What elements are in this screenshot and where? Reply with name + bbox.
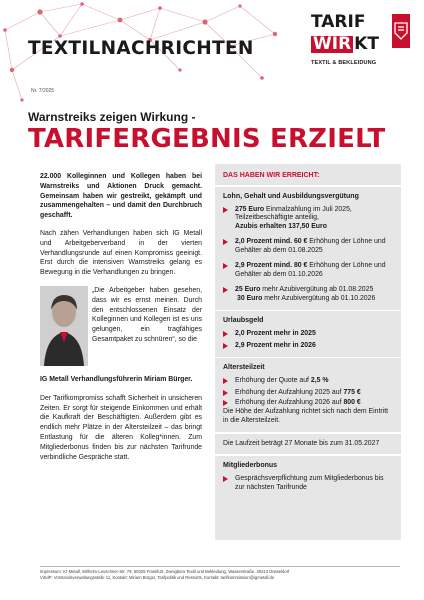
holiday-item-2026: 2,9 Prozent mehr in 2026 xyxy=(235,342,395,351)
arrow-icon xyxy=(223,207,228,213)
holiday-item-2025: 2,0 Prozent mehr in 2025 xyxy=(235,330,395,339)
arrow-icon xyxy=(223,331,228,337)
quote-source: IG Metall Verhandlungsführerin Miriam Bürger. xyxy=(40,375,193,383)
part-time-2026: Erhöhung der Aufzahlung 2026 auf 800 € xyxy=(235,399,395,408)
arrow-icon xyxy=(223,343,228,349)
article-headline: TARIFERGEBNIS ERZIELT xyxy=(28,124,386,154)
logo-subline: TEXTIL & BEKLEIDUNG xyxy=(311,60,377,66)
imprint-footer xyxy=(40,569,400,581)
arrow-icon xyxy=(223,239,228,245)
results-heading: DAS HABEN WIR ERREICHT: xyxy=(223,172,320,179)
pay-item-2025: 2,0 Prozent mind. 60 € Erhöhung der Löhne und Gehälter ab dem 01.08.2025 xyxy=(235,238,395,256)
article-subheadline: Warnstreiks zeigen Wirkung - xyxy=(28,110,196,124)
arrow-icon xyxy=(223,263,228,269)
section-holiday-title: Urlaubsgeld xyxy=(223,317,264,325)
duration-note: Die Laufzeit beträgt 27 Monate bis zum 31.05.2027 xyxy=(223,439,380,447)
section-part-time-title: Altersteilzeit xyxy=(223,364,265,372)
logo-wir-box: WIR xyxy=(313,34,352,54)
panel-divider xyxy=(215,357,401,359)
footer-divider xyxy=(40,566,400,567)
issue-number: Nr. 7/2025 xyxy=(31,88,55,94)
quote-block xyxy=(40,286,202,378)
azubi-item-2025: 25 Euro mehr Azubivergütung ab 01.08.2025 xyxy=(235,286,395,295)
arrow-icon xyxy=(223,390,228,396)
member-bonus-item: Gesprächsverpflichtung zum Mitgliederbonus bis zur nächsten Tarifrunde xyxy=(235,475,395,493)
arrow-icon xyxy=(223,476,228,482)
ig-metall-badge-icon xyxy=(392,14,410,48)
pay-item-one-time: 275 Euro Einmalzahlung im Juli 2025, Teilzeitbeschäftigte anteilig, Azubis erhalten 137,50 Euro xyxy=(235,206,395,233)
panel-divider xyxy=(215,310,401,312)
imprint-line-2: ViSdP: Vorstandsverwaltungsstelle 11, Kontakt: Miriam Bürger, Tarifpolitik und Ressorts, Kontakt: tarifkommission@igmetall.de xyxy=(40,575,275,581)
part-time-quota: Erhöhung der Quote auf 2,5 % xyxy=(235,377,395,386)
article-lead: 22.000 Kolleginnen und Kollegen haben bei Warnstreiks und Aktionen Druck gemacht. Gemeinsam haben wir gestreikt, gekämpft und zusammengehalten – und damit den Durchbruch geschafft. xyxy=(40,173,202,220)
panel-divider xyxy=(215,454,401,456)
part-time-2025: Erhöhung der Aufzahlung 2025 auf 775 € xyxy=(235,389,395,398)
arrow-icon xyxy=(223,378,228,384)
panel-divider xyxy=(215,432,401,434)
tarif-wirkt-logo xyxy=(311,14,411,76)
arrow-icon xyxy=(223,287,228,293)
arrow-icon xyxy=(223,400,228,406)
section-member-bonus-title: Mitgliederbonus xyxy=(223,461,278,469)
article-paragraph-1: Nach zähen Verhandlungen haben sich IG Metall und Arbeitgeberverband in der vierten Verhandlungsrunde auf einen Kompromiss geeinigt. Erst durch die intensiven Warnstreiks gelang es Bewegung in die Verhandlungen zu bringen. xyxy=(40,229,202,277)
panel-divider xyxy=(215,185,401,187)
logo-line-2-rest: KT xyxy=(354,34,379,54)
part-time-note: Die Höhe der Aufzahlung richtet sich nach dem Eintritt in die Altersteilzeit. xyxy=(223,408,389,425)
article-body xyxy=(40,172,202,470)
article-paragraph-2: Der Tarifkompromiss schafft Sicherheit in unsicheren Zeiten. Er sorgt für steigende Einkommen und erhält die Kaufkraft der Beschäftigten. Außerdem gibt es endlich mehr Plätze in der Altersteilzeit – das bringt Entlastung für die älteren Kolleg*innen. Zum Mitgliederbonus finden bis zur nächsten Tarifrunde verbindliche Gespräche statt. xyxy=(40,394,202,461)
negotiator-photo xyxy=(40,286,88,366)
newsletter-title: TEXTILNACHRICHTEN xyxy=(28,38,254,59)
imprint-line-1: Impressum: IG Metall, Wilhelm-Leuschner-Str. 79, 60329 Frankfurt, Zweigbüro Textil und Bekleidung, Wasserstraße, 40213 Düsseldorf xyxy=(40,569,290,574)
logo-line-2 xyxy=(311,36,379,53)
results-panel xyxy=(215,164,401,540)
quote-text: „Die Arbeitgeber haben gesehen, dass wir es ernst meinen. Durch den entschlossenen Einsatz der Kolleginnen und Kollegen ist es uns gelungen, ein tragfähiges Gesamtpaket zu schnüren“, so die xyxy=(92,286,202,343)
azubi-item-2026: 30 Euro mehr Azubivergütung ab 01.10.2026 xyxy=(237,294,376,302)
section-pay-title: Lohn, Gehalt und Ausbildungsvergütung xyxy=(223,192,359,200)
logo-line-1: TARIF xyxy=(311,12,366,32)
pay-item-2026: 2,9 Prozent mind. 80 € Erhöhung der Löhne und Gehälter ab dem 01.10.2026 xyxy=(235,262,395,280)
